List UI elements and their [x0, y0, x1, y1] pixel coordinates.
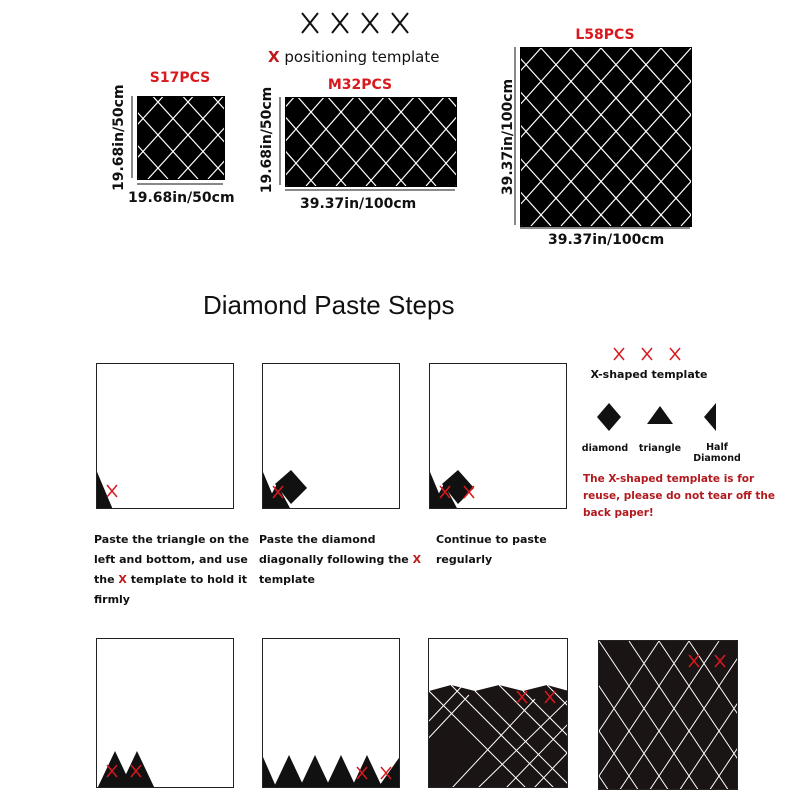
size-s-tag: S17PCS [149, 70, 211, 86]
triangle-icon [645, 404, 675, 426]
step-3-illustration [430, 364, 567, 509]
panel-large-width-arrow [520, 224, 690, 232]
panel-medium [285, 97, 457, 187]
step-1-caption [94, 530, 254, 610]
positioning-template-label [268, 48, 468, 66]
step-1-caption-part2: template to hold it firmly [94, 573, 248, 606]
triangle-label: triangle [638, 443, 682, 454]
half-diamond-label-line1: Half [706, 442, 728, 453]
step-1-box [96, 363, 234, 509]
step-5-box [262, 638, 400, 788]
step-3-box [429, 363, 567, 509]
step-7-illustration [599, 641, 738, 790]
panel-medium-width: 39.37in/100cm [300, 196, 417, 212]
panel-medium-width-arrow [285, 186, 455, 194]
step-1-caption-part1: Paste the triangle on the left and bottom, and use the [94, 533, 250, 586]
legend-x-marks [608, 344, 688, 364]
step-2-illustration [263, 364, 400, 509]
steps-title: Diamond Paste Steps [203, 290, 455, 320]
diamond-label: diamond [581, 443, 629, 454]
step-2-caption-part1: Paste the diamond diagonally following the [259, 533, 413, 566]
step-2-caption [259, 530, 424, 590]
reuse-note: The X-shaped template is for reuse, please do not tear off the back paper! [583, 473, 775, 519]
legend-title: X-shaped template [590, 368, 708, 381]
panel-medium-height-arrow [276, 97, 284, 185]
panel-medium-pattern [286, 98, 456, 186]
diamond-icon [594, 402, 624, 432]
step-1-illustration [97, 364, 234, 509]
half-diamond-icon [700, 402, 720, 432]
positioning-x: X [268, 48, 280, 66]
panel-large-width: 39.37in/100cm [548, 232, 665, 248]
panel-medium-height: 19.68in/50cm [259, 86, 275, 194]
panel-small-width: 19.68in/50cm [128, 190, 235, 206]
panel-small-width-arrow [137, 180, 223, 188]
panel-small-height-arrow [128, 96, 136, 178]
step-6-illustration [429, 639, 568, 788]
half-diamond-label-line2: Diamond [693, 453, 741, 464]
step-4-illustration [97, 639, 234, 788]
x-template-marks [296, 8, 416, 38]
panel-small-height: 19.68in/50cm [111, 84, 127, 191]
positioning-text: positioning template [284, 48, 440, 66]
step-4-box [96, 638, 234, 788]
step-2-caption-x: X [412, 553, 422, 566]
panel-large [520, 47, 692, 227]
step-2-caption-part2: template [259, 573, 315, 586]
step-7-box [598, 640, 738, 790]
step-3-caption: Continue to paste regularly [436, 533, 547, 566]
step-6-box [428, 638, 568, 788]
size-m-tag: M32PCS [327, 77, 393, 93]
step-1-caption-x: X [118, 573, 127, 586]
step-2-box [262, 363, 400, 509]
step-5-illustration [263, 639, 400, 788]
panel-small [137, 96, 225, 180]
panel-large-pattern [521, 48, 691, 226]
panel-small-pattern [138, 97, 224, 179]
panel-large-height: 39.37in/100cm [500, 78, 516, 196]
half-diamond-label [692, 442, 742, 464]
size-l-tag: L58PCS [575, 27, 635, 43]
